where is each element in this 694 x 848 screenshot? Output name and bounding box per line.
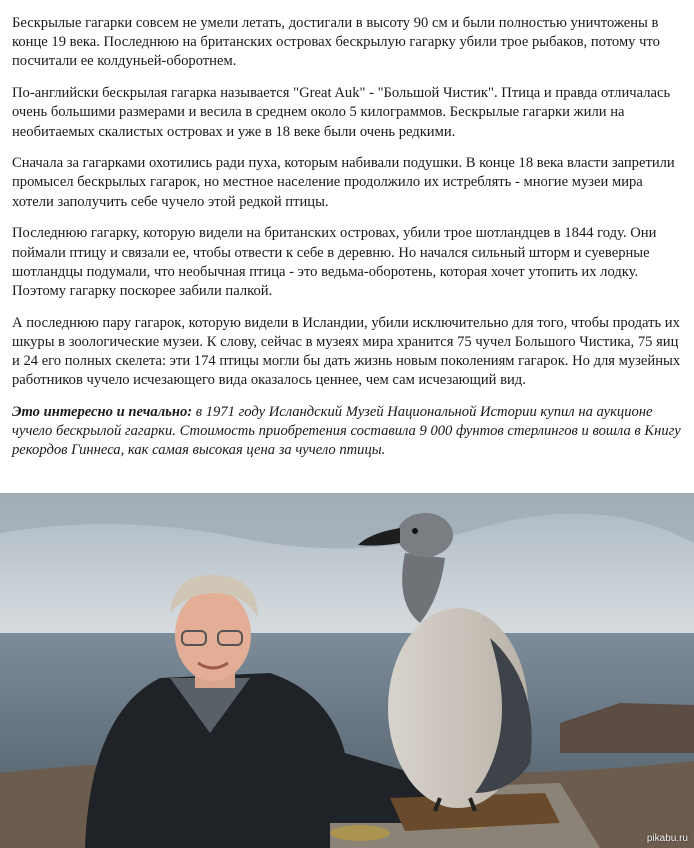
fact-note-lead: Это интересно и печально: bbox=[12, 403, 193, 420]
fact-note bbox=[12, 403, 688, 461]
paragraph: А последнюю пару гагарок, которую видели в Исландии, убили исключительно для того, чтобы продать их шкуры в зоологические музеи. К слову, сейчас в музеях мира хранится 75 чучел Большого Чистика, 75 яиц и 24 его полных скелета: эти 174 птицы могли бы дать жизнь новым поколениям гагарок. Но для музейных работников чучело исчезающего вида оказалось ценнее, чем сам исчезающий вид. bbox=[12, 314, 681, 389]
photo-man-with-great-auk bbox=[0, 493, 694, 848]
fact-note-body: в 1971 году Исландский Музей Национальной Истории купил на аукционе чучело бескрылой гагарки. Стоимость приобретения составила 9 000 фунтов стерлингов и вошла в Книгу рекордов Гиннеса, как самая высокая цена за чучело птицы. bbox=[12, 403, 681, 459]
paragraph: Последнюю гагарку, которую видели на британских островах, убили трое шотландцев в 1844 году. Они поймали птицу и связали ее, чтобы отвести к себе в деревню. Но начался сильный шторм и суеверные шотландцы подумали, что необычная птица - это ведьма-оборотень, которая хочет утопить их лодку. Поэтому гагарку поскорее забили палкой. bbox=[12, 225, 657, 299]
photo-illustration bbox=[0, 493, 694, 848]
article-text bbox=[12, 14, 688, 461]
paragraph: Сначала за гагарками охотились ради пуха, которым набивали подушки. В конце 18 века власти запретили промысел бескрылых гагарок, но местное население продолжило их истреблять - многие музеи мира хотели заполучить себе чучело этой редкой птицы. bbox=[12, 155, 675, 210]
watermark: pikabu.ru bbox=[646, 833, 688, 844]
paragraph: Бескрылые гагарки совсем не умели летать, достигали в высоту 90 см и были полностью уничтожены в конце 19 века. Последнюю на британских островах бескрылую гагарку убили трое рыбаков, потому что посчитали ее колдуньей-оборотнем. bbox=[12, 15, 660, 70]
paragraph: По-английски бескрылая гагарка называется "Great Auk" - "Большой Чистик". Птица и правда отличалась очень большими размерами и весила в среднем около 5 килограммов. Бескрылые гагарки жили на необитаемых скалистых островах и уже в 18 веке были очень редкими. bbox=[12, 85, 671, 140]
